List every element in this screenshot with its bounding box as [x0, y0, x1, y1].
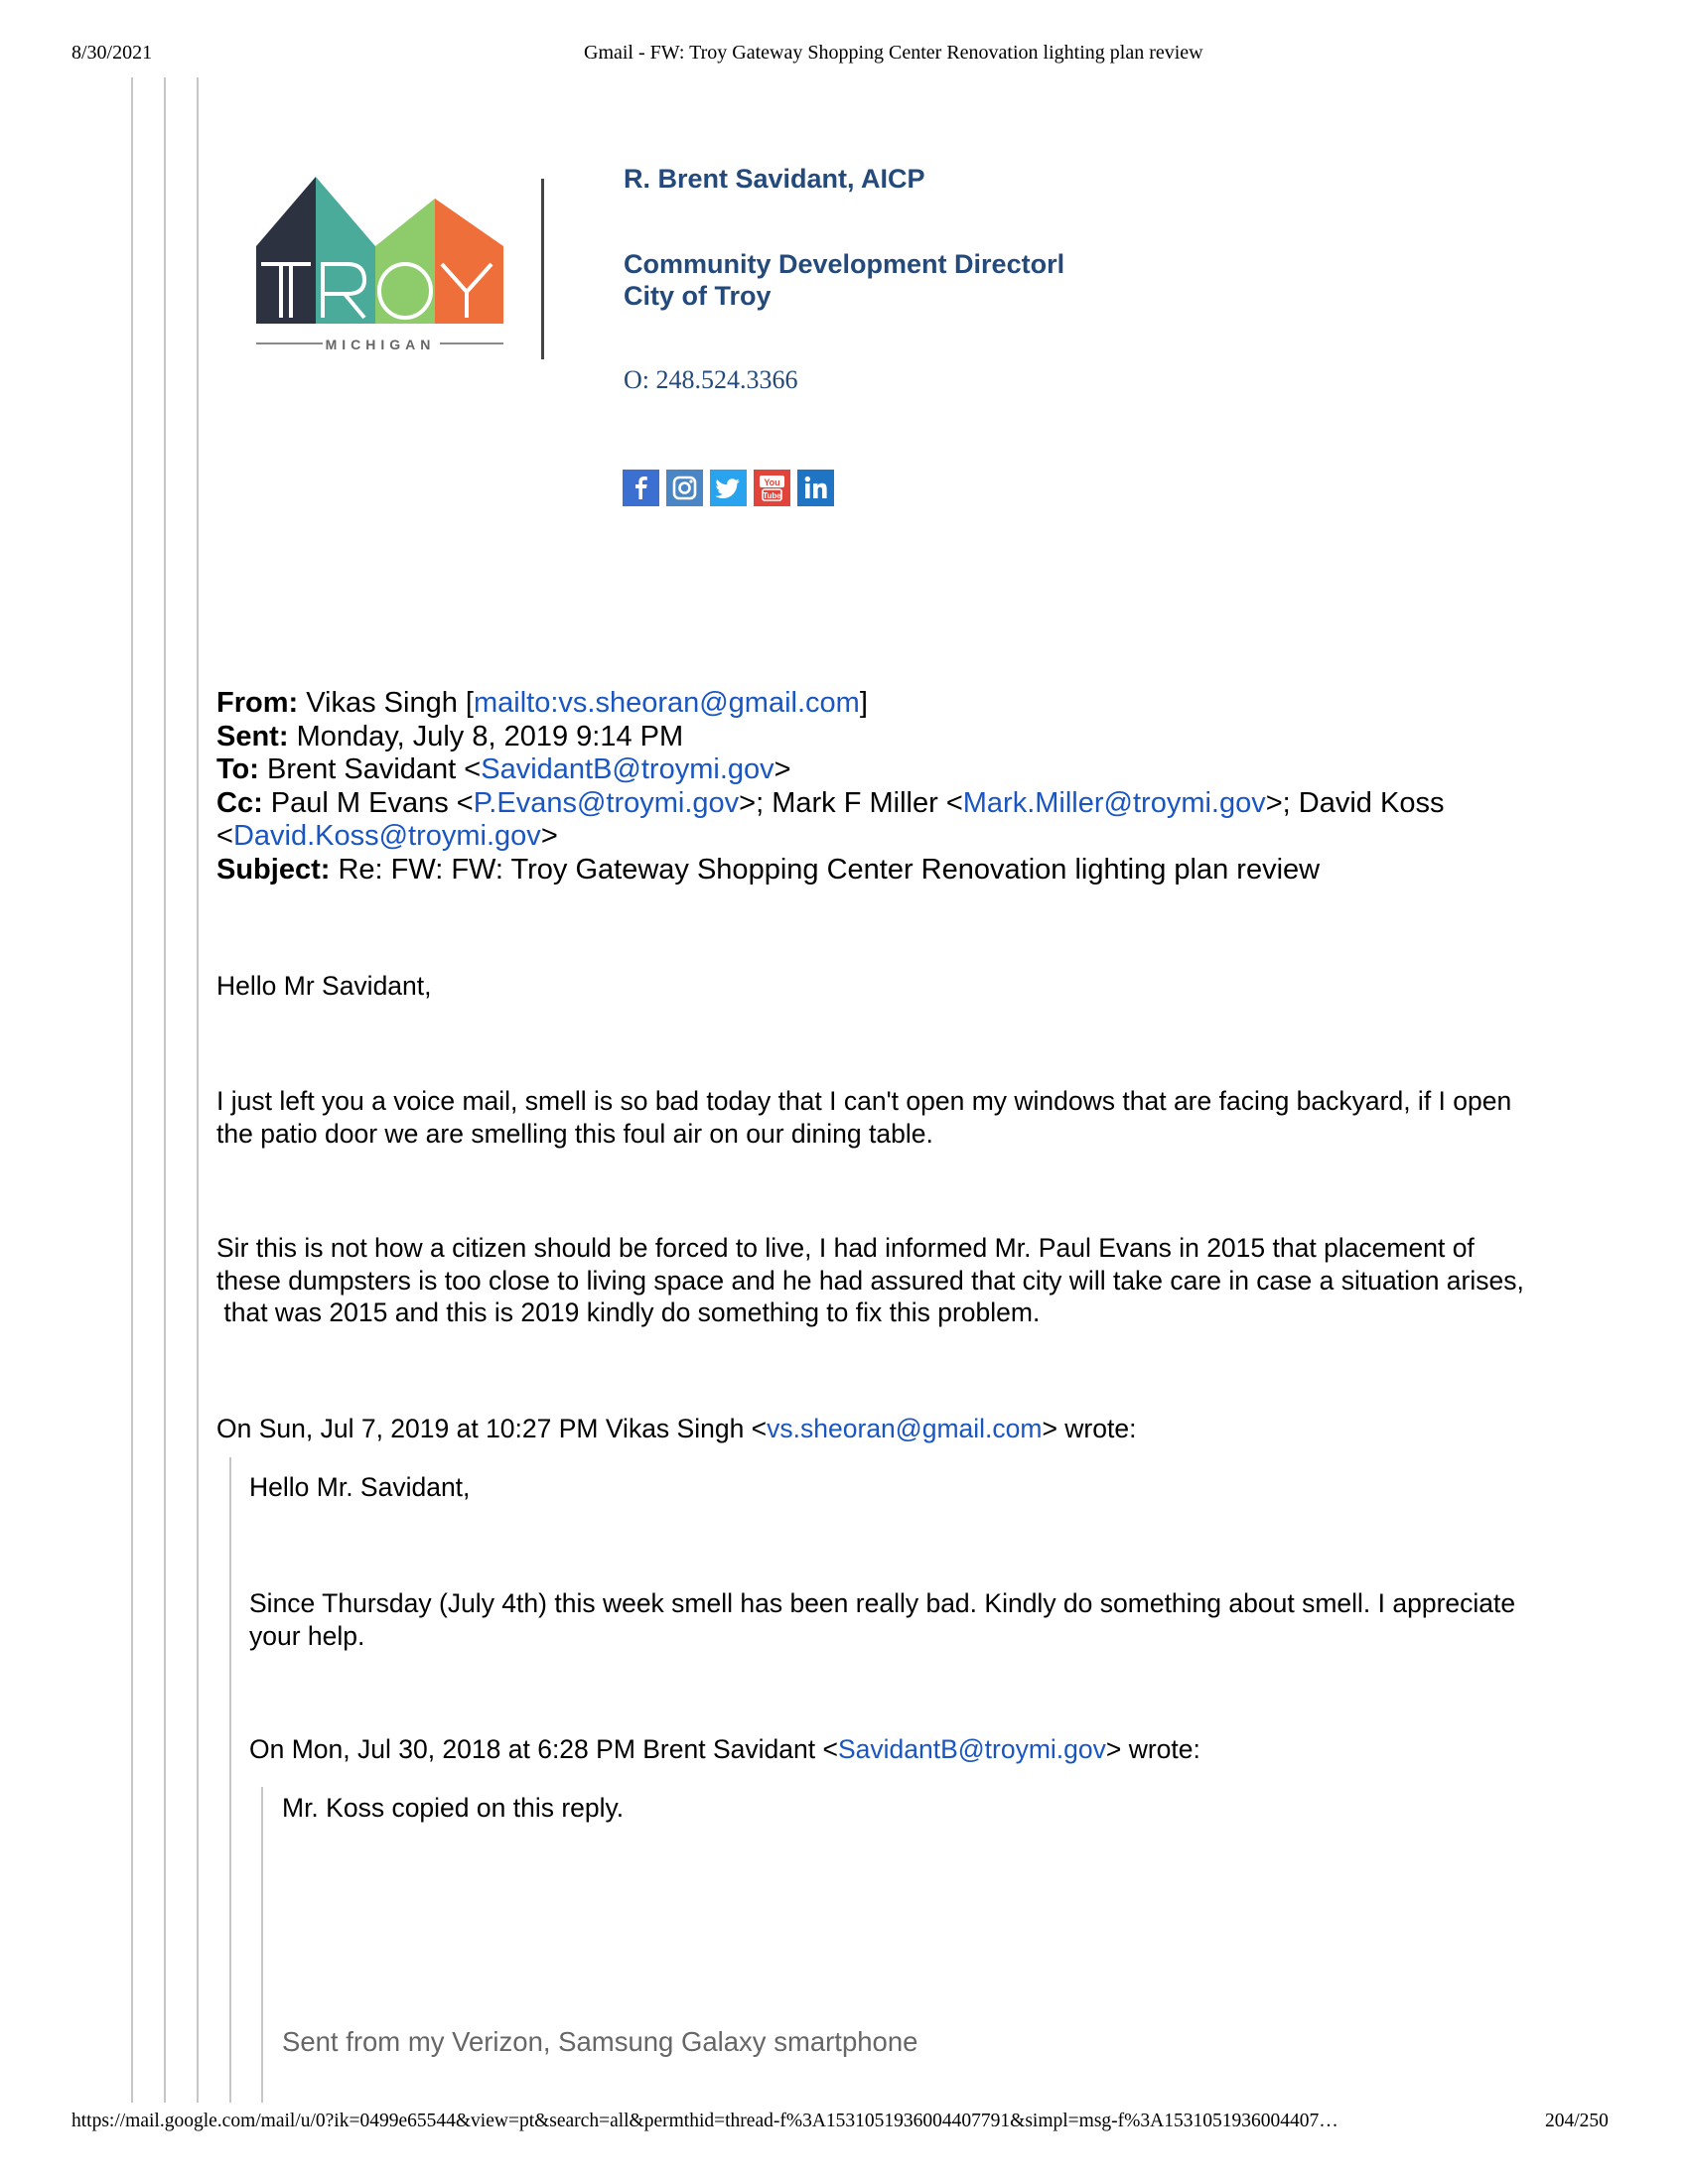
from-link[interactable]: mailto:vs.sheoran@gmail.com [473, 687, 860, 719]
cc-line-continued [216, 820, 1537, 854]
instagram-icon[interactable] [666, 470, 703, 506]
from-name: Vikas Singh [ [306, 687, 474, 719]
body-line: that was 2015 and this is 2019 kindly do something to fix this problem. [216, 1297, 1041, 1327]
cc-separator: >; Mark F Miller < [739, 786, 963, 819]
youtube-icon[interactable] [754, 470, 790, 506]
print-date: 8/30/2021 [71, 42, 153, 64]
social-links [623, 470, 834, 506]
cc-name: Paul M Evans < [270, 786, 474, 819]
cc-line [216, 787, 1537, 821]
sent-label: Sent: [216, 720, 289, 752]
signature-organization: City of Troy [624, 281, 772, 311]
linkedin-icon[interactable] [797, 470, 834, 506]
attribution-suffix: > wrote: [1042, 1414, 1137, 1443]
quote-bar [164, 77, 166, 2103]
quote-attribution [249, 1733, 1200, 1766]
body-greeting: Hello Mr Savidant, [216, 971, 432, 1001]
to-name: Brent Savidant < [267, 753, 482, 786]
cc-close: > [540, 820, 558, 853]
cc-label: Cc: [216, 786, 263, 819]
troy-michigan-logo [253, 169, 511, 362]
attribution-suffix: > wrote: [1105, 1734, 1200, 1764]
quote-bar [131, 77, 133, 2103]
body-paragraph-1 [216, 1085, 1511, 1150]
facebook-icon[interactable] [623, 470, 659, 506]
body-line: these dumpsters is too close to living space and he had assured that city will take care in case a situation arises, [216, 1265, 1524, 1296]
body-line: I just left you a voice mail, smell is so bad today that I can't open my windows that are facing backyard, if I open [216, 1086, 1512, 1116]
quote2-text: Mr. Koss copied on this reply. [282, 1793, 625, 1823]
cc-open: < [216, 820, 233, 853]
attribution-prefix: On Mon, Jul 30, 2018 at 6:28 PM Brent Savidant < [249, 1734, 838, 1764]
page-number: 204/250 [1545, 2111, 1609, 2131]
quote1-greeting: Hello Mr. Savidant, [249, 1472, 471, 1502]
quote-attribution [216, 1413, 1136, 1445]
to-close: > [774, 753, 791, 786]
body-line: the patio door we are smelling this foul air on our dining table. [216, 1118, 933, 1149]
cc-separator: >; David Koss [1265, 786, 1445, 819]
signature-phone: O: 248.524.3366 [624, 365, 798, 394]
subject-label: Subject: [216, 853, 331, 886]
to-label: To: [216, 753, 259, 786]
print-title: Gmail - FW: Troy Gateway Shopping Center Renovation lighting plan review [584, 42, 1203, 64]
attribution-email-link[interactable]: vs.sheoran@gmail.com [767, 1414, 1043, 1443]
from-line [216, 687, 1537, 721]
sent-line [216, 721, 1537, 754]
cc-email-link[interactable]: David.Koss@troymi.gov [232, 820, 541, 853]
mobile-signature: Sent from my Verizon, Samsung Galaxy smartphone [282, 2026, 918, 2057]
twitter-icon[interactable] [710, 470, 747, 506]
quote-bar [261, 1787, 263, 2103]
quote1-paragraph [249, 1587, 1515, 1652]
quote-bar [229, 1457, 231, 2103]
sent-value: Monday, July 8, 2019 9:14 PM [296, 720, 684, 752]
attribution-email-link[interactable]: SavidantB@troymi.gov [837, 1734, 1106, 1764]
body-paragraph-2 [216, 1232, 1524, 1329]
body-line: Sir this is not how a citizen should be forced to live, I had informed Mr. Paul Evans in 2015 that placement of [216, 1233, 1475, 1263]
svg-text:Tube: Tube [763, 491, 781, 500]
to-email-link[interactable]: SavidantB@troymi.gov [481, 753, 774, 786]
subject-value: Re: FW: FW: Troy Gateway Shopping Center Renovation lighting plan review [338, 853, 1321, 886]
email-headers [216, 687, 1537, 887]
svg-text:You: You [764, 478, 780, 487]
quote-line-text: Since Thursday (July 4th) this week smell has been really bad. Kindly do something about smell. I appreciate [249, 1588, 1516, 1618]
from-label: From: [216, 687, 299, 719]
svg-text:MICHIGAN: MICHIGAN [325, 337, 436, 352]
cc-email-link[interactable]: Mark.Miller@troymi.gov [962, 786, 1266, 819]
from-close: ] [859, 687, 868, 719]
cc-email-link[interactable]: P.Evans@troymi.gov [473, 786, 740, 819]
signature-divider [541, 179, 544, 359]
print-url: https://mail.google.com/mail/u/0?ik=0499e65544&view=pt&search=all&permthid=thread-f%3A1531051936004407791&simpl=msg-f%3A1531051936004407… [71, 2111, 1338, 2131]
to-line [216, 753, 1537, 787]
signature-title: Community Development Directorl [624, 249, 1065, 279]
signature-name: R. Brent Savidant, AICP [624, 164, 925, 194]
quote-bar [197, 77, 199, 2103]
quote-line-text: your help. [249, 1620, 365, 1651]
attribution-prefix: On Sun, Jul 7, 2019 at 10:27 PM Vikas Singh < [216, 1414, 768, 1443]
subject-line [216, 854, 1537, 887]
